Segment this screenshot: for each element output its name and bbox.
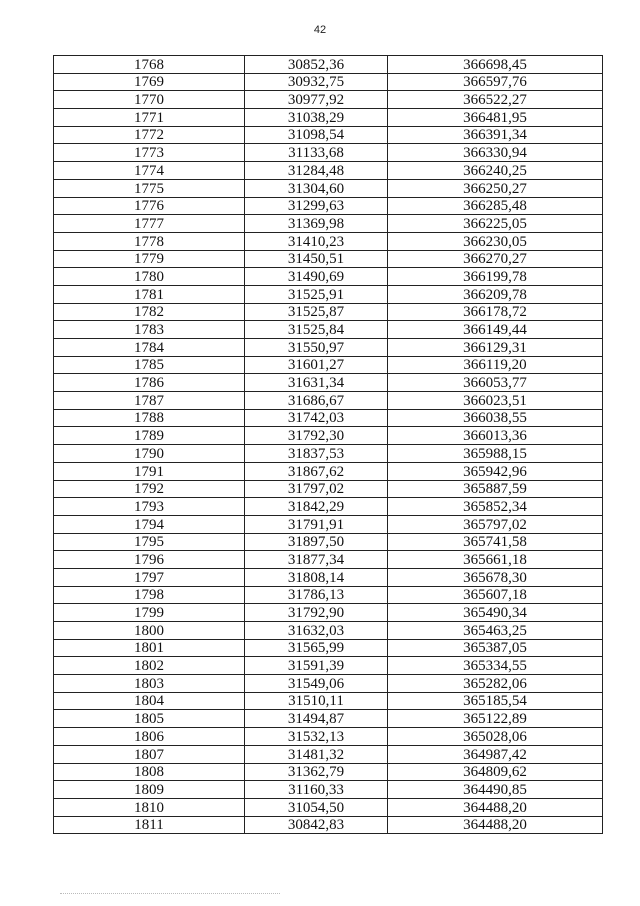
point-number-cell: 1795: [54, 533, 245, 551]
point-number-cell: 1797: [54, 568, 245, 586]
table-row: [54, 639, 603, 657]
table-row: [54, 781, 603, 799]
y-coordinate-cell: 366023,51: [388, 392, 603, 410]
point-number-cell: 1768: [54, 56, 245, 74]
point-number-cell: 1805: [54, 710, 245, 728]
x-coordinate-cell: 30977,92: [245, 91, 388, 109]
x-coordinate-cell: 31284,48: [245, 162, 388, 180]
table-row: [54, 144, 603, 162]
y-coordinate-cell: 366013,36: [388, 427, 603, 445]
y-coordinate-cell: 366522,27: [388, 91, 603, 109]
y-coordinate-cell: 366053,77: [388, 374, 603, 392]
y-coordinate-cell: 365334,55: [388, 657, 603, 675]
y-coordinate-cell: 366270,27: [388, 250, 603, 268]
point-number-cell: 1804: [54, 692, 245, 710]
x-coordinate-cell: 31450,51: [245, 250, 388, 268]
y-coordinate-cell: 365988,15: [388, 445, 603, 463]
table-row: [54, 462, 603, 480]
table-row: [54, 568, 603, 586]
x-coordinate-cell: 31532,13: [245, 728, 388, 746]
x-coordinate-cell: 31565,99: [245, 639, 388, 657]
table-row: [54, 409, 603, 427]
y-coordinate-cell: 366481,95: [388, 109, 603, 127]
x-coordinate-cell: 31792,30: [245, 427, 388, 445]
table-row: [54, 339, 603, 357]
table-row: [54, 445, 603, 463]
point-number-cell: 1803: [54, 675, 245, 693]
point-number-cell: 1772: [54, 126, 245, 144]
table-row: [54, 126, 603, 144]
x-coordinate-cell: 31525,87: [245, 303, 388, 321]
y-coordinate-cell: 365463,25: [388, 622, 603, 640]
point-number-cell: 1806: [54, 728, 245, 746]
y-coordinate-cell: 364488,20: [388, 816, 603, 834]
y-coordinate-cell: 366597,76: [388, 73, 603, 91]
y-coordinate-cell: 366230,05: [388, 232, 603, 250]
point-number-cell: 1784: [54, 339, 245, 357]
y-coordinate-cell: 366149,44: [388, 321, 603, 339]
x-coordinate-cell: 31842,29: [245, 498, 388, 516]
point-number-cell: 1786: [54, 374, 245, 392]
y-coordinate-cell: 366209,78: [388, 285, 603, 303]
table-row: [54, 480, 603, 498]
table-row: [54, 551, 603, 569]
x-coordinate-cell: 31054,50: [245, 798, 388, 816]
table-row: [54, 356, 603, 374]
point-number-cell: 1808: [54, 763, 245, 781]
x-coordinate-cell: 30932,75: [245, 73, 388, 91]
y-coordinate-cell: 365661,18: [388, 551, 603, 569]
y-coordinate-cell: 364809,62: [388, 763, 603, 781]
point-number-cell: 1800: [54, 622, 245, 640]
table-row: [54, 109, 603, 127]
point-number-cell: 1789: [54, 427, 245, 445]
y-coordinate-cell: 365387,05: [388, 639, 603, 657]
y-coordinate-cell: 366698,45: [388, 56, 603, 74]
coordinates-table: [53, 55, 603, 834]
x-coordinate-cell: 31591,39: [245, 657, 388, 675]
point-number-cell: 1782: [54, 303, 245, 321]
point-number-cell: 1790: [54, 445, 245, 463]
point-number-cell: 1791: [54, 462, 245, 480]
x-coordinate-cell: 31362,79: [245, 763, 388, 781]
point-number-cell: 1773: [54, 144, 245, 162]
point-number-cell: 1810: [54, 798, 245, 816]
table-row: [54, 321, 603, 339]
x-coordinate-cell: 31550,97: [245, 339, 388, 357]
point-number-cell: 1780: [54, 268, 245, 286]
x-coordinate-cell: 31792,90: [245, 604, 388, 622]
table-row: [54, 215, 603, 233]
point-number-cell: 1799: [54, 604, 245, 622]
table-row: [54, 710, 603, 728]
table-row: [54, 515, 603, 533]
y-coordinate-cell: 365797,02: [388, 515, 603, 533]
page-number: 42: [313, 24, 327, 36]
table-row: [54, 162, 603, 180]
point-number-cell: 1807: [54, 745, 245, 763]
table-row: [54, 675, 603, 693]
x-coordinate-cell: 31525,91: [245, 285, 388, 303]
y-coordinate-cell: 366038,55: [388, 409, 603, 427]
table-row: [54, 73, 603, 91]
table-row: [54, 91, 603, 109]
x-coordinate-cell: 31797,02: [245, 480, 388, 498]
table-row: [54, 285, 603, 303]
x-coordinate-cell: 31160,33: [245, 781, 388, 799]
point-number-cell: 1777: [54, 215, 245, 233]
x-coordinate-cell: 31786,13: [245, 586, 388, 604]
y-coordinate-cell: 365607,18: [388, 586, 603, 604]
coordinates-table-body: [54, 56, 603, 834]
y-coordinate-cell: 364490,85: [388, 781, 603, 799]
footer-divider: [60, 893, 280, 894]
point-number-cell: 1792: [54, 480, 245, 498]
x-coordinate-cell: 31304,60: [245, 179, 388, 197]
y-coordinate-cell: 366250,27: [388, 179, 603, 197]
table-row: [54, 250, 603, 268]
x-coordinate-cell: 31494,87: [245, 710, 388, 728]
x-coordinate-cell: 31133,68: [245, 144, 388, 162]
y-coordinate-cell: 365942,96: [388, 462, 603, 480]
table-row: [54, 657, 603, 675]
x-coordinate-cell: 31631,34: [245, 374, 388, 392]
x-coordinate-cell: 31601,27: [245, 356, 388, 374]
x-coordinate-cell: 31686,67: [245, 392, 388, 410]
x-coordinate-cell: 31808,14: [245, 568, 388, 586]
y-coordinate-cell: 365490,34: [388, 604, 603, 622]
x-coordinate-cell: 31897,50: [245, 533, 388, 551]
point-number-cell: 1781: [54, 285, 245, 303]
point-number-cell: 1809: [54, 781, 245, 799]
y-coordinate-cell: 366225,05: [388, 215, 603, 233]
point-number-cell: 1793: [54, 498, 245, 516]
x-coordinate-cell: 31481,32: [245, 745, 388, 763]
y-coordinate-cell: 366391,34: [388, 126, 603, 144]
x-coordinate-cell: 31369,98: [245, 215, 388, 233]
table-row: [54, 268, 603, 286]
point-number-cell: 1771: [54, 109, 245, 127]
x-coordinate-cell: 31098,54: [245, 126, 388, 144]
table-row: [54, 392, 603, 410]
point-number-cell: 1811: [54, 816, 245, 834]
table-row: [54, 179, 603, 197]
table-row: [54, 303, 603, 321]
table-row: [54, 533, 603, 551]
point-number-cell: 1801: [54, 639, 245, 657]
x-coordinate-cell: 31867,62: [245, 462, 388, 480]
x-coordinate-cell: 31510,11: [245, 692, 388, 710]
x-coordinate-cell: 31525,84: [245, 321, 388, 339]
y-coordinate-cell: 365887,59: [388, 480, 603, 498]
point-number-cell: 1788: [54, 409, 245, 427]
y-coordinate-cell: 365282,06: [388, 675, 603, 693]
table-row: [54, 622, 603, 640]
table-row: [54, 427, 603, 445]
point-number-cell: 1769: [54, 73, 245, 91]
table-row: [54, 498, 603, 516]
point-number-cell: 1794: [54, 515, 245, 533]
point-number-cell: 1778: [54, 232, 245, 250]
x-coordinate-cell: 31490,69: [245, 268, 388, 286]
y-coordinate-cell: 366240,25: [388, 162, 603, 180]
y-coordinate-cell: 366199,78: [388, 268, 603, 286]
x-coordinate-cell: 31299,63: [245, 197, 388, 215]
table-row: [54, 232, 603, 250]
x-coordinate-cell: 31877,34: [245, 551, 388, 569]
table-row: [54, 745, 603, 763]
point-number-cell: 1796: [54, 551, 245, 569]
y-coordinate-cell: 365678,30: [388, 568, 603, 586]
table-row: [54, 816, 603, 834]
point-number-cell: 1798: [54, 586, 245, 604]
table-row: [54, 197, 603, 215]
table-row: [54, 56, 603, 74]
point-number-cell: 1787: [54, 392, 245, 410]
x-coordinate-cell: 31549,06: [245, 675, 388, 693]
x-coordinate-cell: 31791,91: [245, 515, 388, 533]
y-coordinate-cell: 364987,42: [388, 745, 603, 763]
point-number-cell: 1783: [54, 321, 245, 339]
table-row: [54, 692, 603, 710]
x-coordinate-cell: 30852,36: [245, 56, 388, 74]
y-coordinate-cell: 365028,06: [388, 728, 603, 746]
table-row: [54, 763, 603, 781]
table-row: [54, 604, 603, 622]
point-number-cell: 1774: [54, 162, 245, 180]
point-number-cell: 1770: [54, 91, 245, 109]
table-row: [54, 374, 603, 392]
y-coordinate-cell: 366178,72: [388, 303, 603, 321]
x-coordinate-cell: 31837,53: [245, 445, 388, 463]
y-coordinate-cell: 366129,31: [388, 339, 603, 357]
point-number-cell: 1775: [54, 179, 245, 197]
point-number-cell: 1802: [54, 657, 245, 675]
point-number-cell: 1779: [54, 250, 245, 268]
x-coordinate-cell: 31038,29: [245, 109, 388, 127]
table-row: [54, 586, 603, 604]
y-coordinate-cell: 365122,89: [388, 710, 603, 728]
y-coordinate-cell: 366119,20: [388, 356, 603, 374]
table-row: [54, 798, 603, 816]
y-coordinate-cell: 366330,94: [388, 144, 603, 162]
y-coordinate-cell: 366285,48: [388, 197, 603, 215]
x-coordinate-cell: 30842,83: [245, 816, 388, 834]
y-coordinate-cell: 365741,58: [388, 533, 603, 551]
point-number-cell: 1785: [54, 356, 245, 374]
x-coordinate-cell: 31742,03: [245, 409, 388, 427]
point-number-cell: 1776: [54, 197, 245, 215]
y-coordinate-cell: 365852,34: [388, 498, 603, 516]
y-coordinate-cell: 364488,20: [388, 798, 603, 816]
table-row: [54, 728, 603, 746]
x-coordinate-cell: 31410,23: [245, 232, 388, 250]
y-coordinate-cell: 365185,54: [388, 692, 603, 710]
x-coordinate-cell: 31632,03: [245, 622, 388, 640]
